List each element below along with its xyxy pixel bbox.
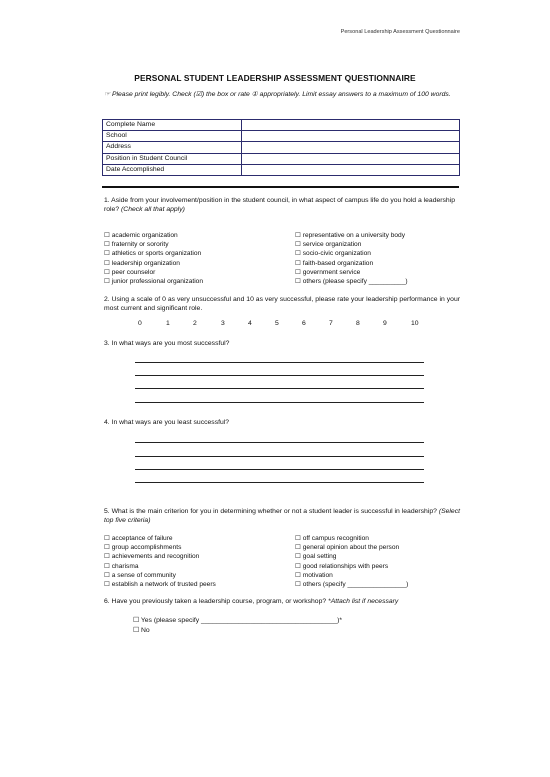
question-1	[104, 196, 460, 215]
checkbox-option[interactable]: ☐ establish a network of trusted peers	[104, 581, 216, 589]
option-no[interactable]: ☐ No	[133, 627, 150, 634]
info-row	[103, 131, 460, 142]
answer-line[interactable]	[135, 469, 424, 470]
info-field[interactable]	[242, 142, 460, 153]
question-3: 3. In what ways are you most successful?	[104, 340, 230, 347]
checkbox-option[interactable]: ☐ representative on a university body	[295, 232, 406, 239]
answer-line[interactable]	[135, 402, 424, 403]
question-1-text: 1. Aside from your involvement/position in the student council, in what aspect of campus life do you hold a leadership role?	[104, 197, 455, 214]
checkbox-option[interactable]: ☐ group accomplishments	[104, 544, 182, 552]
rating-option[interactable]: 1	[166, 320, 170, 327]
options-left-column	[104, 231, 203, 286]
checkbox-option[interactable]: ☐ junior professional organization	[104, 278, 204, 286]
info-table	[102, 119, 460, 176]
answer-line[interactable]	[135, 456, 424, 457]
rating-option[interactable]: 7	[329, 320, 333, 327]
checkbox-option[interactable]: ☐ achievements and recognition	[104, 553, 200, 561]
checkbox-option[interactable]: ☐ faith-based organization	[295, 259, 374, 267]
question-5-text: 5. What is the main criterion for you in determining whether or not a student leader is successful in leadership?	[104, 508, 437, 515]
info-row	[103, 153, 460, 164]
checkbox-option[interactable]: ☐ athletics or sports organization	[104, 250, 202, 258]
checkbox-option[interactable]: ☐ goal setting	[295, 553, 337, 561]
rating-option[interactable]: 4	[248, 320, 252, 327]
checkbox-option[interactable]: ☐ good relationships with peers	[295, 562, 389, 570]
info-field[interactable]	[242, 153, 460, 164]
option-yes[interactable]: ☐ Yes (please specify ____________________________________)*	[133, 617, 343, 624]
info-label: Complete Name	[103, 120, 242, 131]
answer-line[interactable]	[135, 482, 424, 483]
info-row	[103, 142, 460, 153]
answer-line[interactable]	[135, 362, 424, 363]
checkbox-option[interactable]: ☐ general opinion about the person	[295, 544, 400, 552]
question-1-hint: (Check all that apply)	[121, 206, 185, 214]
question-5-hint: (Select top five criteria)	[104, 508, 460, 525]
section-divider	[102, 186, 459, 188]
question-5-options	[104, 534, 460, 590]
running-header: Personal Leadership Assessment Questionnaire	[340, 29, 460, 35]
options-right-column	[295, 534, 408, 589]
question-4: 4. In what ways are you least successful?	[104, 419, 230, 426]
checkbox-option[interactable]: ☐ charisma	[104, 562, 139, 570]
rating-option[interactable]: 5	[275, 320, 279, 327]
rating-option[interactable]: 9	[383, 320, 387, 327]
checkbox-option[interactable]: ☐ government service	[295, 268, 361, 276]
checkbox-option[interactable]: ☐ others (please specify __________)	[295, 278, 408, 286]
checkbox-option[interactable]: ☐ socio-civic organization	[295, 250, 371, 258]
question-6-hint: *Attach list if necessary	[328, 598, 399, 605]
checkbox-option[interactable]: ☐ acceptance of failure	[104, 535, 173, 542]
checkbox-option[interactable]: ☐ peer counselor	[104, 268, 156, 276]
checkbox-option[interactable]: ☐ fraternity or sorority	[104, 241, 169, 249]
question-2: 2. Using a scale of 0 as very unsuccessful and 10 as very successful, please rate your leadership performance in your most current and significant role.	[104, 296, 460, 313]
question-5	[104, 507, 460, 526]
info-label: Position in Student Council	[103, 153, 242, 164]
rating-option[interactable]: 2	[193, 320, 197, 327]
info-field[interactable]	[242, 120, 460, 131]
checkbox-option[interactable]: ☐ off campus recognition	[295, 535, 369, 542]
options-left-column	[104, 534, 216, 589]
info-row	[103, 120, 460, 131]
info-field[interactable]	[242, 164, 460, 175]
checkbox-option[interactable]: ☐ others (specify ________________)	[295, 581, 409, 589]
rating-option[interactable]: 6	[302, 320, 306, 327]
info-label: Date Accomplished	[103, 164, 242, 175]
info-label: School	[103, 131, 242, 142]
question-6	[104, 597, 460, 606]
checkbox-option[interactable]: ☐ a sense of community	[104, 571, 176, 579]
checkbox-option[interactable]: ☐ leadership organization	[104, 259, 180, 267]
answer-line[interactable]	[135, 388, 424, 389]
answer-line[interactable]	[135, 375, 424, 376]
checkbox-option[interactable]: ☐ academic organization	[104, 232, 178, 239]
rating-option[interactable]: 3	[221, 320, 225, 327]
checkbox-option[interactable]: ☐ service organization	[295, 241, 362, 249]
answer-line[interactable]	[135, 442, 424, 443]
rating-option[interactable]: 10	[411, 320, 419, 327]
instructions: ☞ Please print legibly. Check (☑) the box or rate ① appropriately. Limit essay answers to a maximum of 100 words.	[104, 91, 451, 98]
rating-option[interactable]: 8	[356, 320, 360, 327]
rating-option[interactable]: 0	[138, 320, 142, 327]
question-1-options	[104, 231, 460, 287]
options-right-column	[295, 231, 408, 286]
checkbox-option[interactable]: ☐ motivation	[295, 571, 333, 579]
info-label: Address	[103, 142, 242, 153]
page-title: PERSONAL STUDENT LEADERSHIP ASSESSMENT QUESTIONNAIRE	[134, 73, 416, 83]
question-6-text: 6. Have you previously taken a leadership course, program, or workshop?	[104, 598, 327, 605]
info-field[interactable]	[242, 131, 460, 142]
info-row	[103, 164, 460, 175]
